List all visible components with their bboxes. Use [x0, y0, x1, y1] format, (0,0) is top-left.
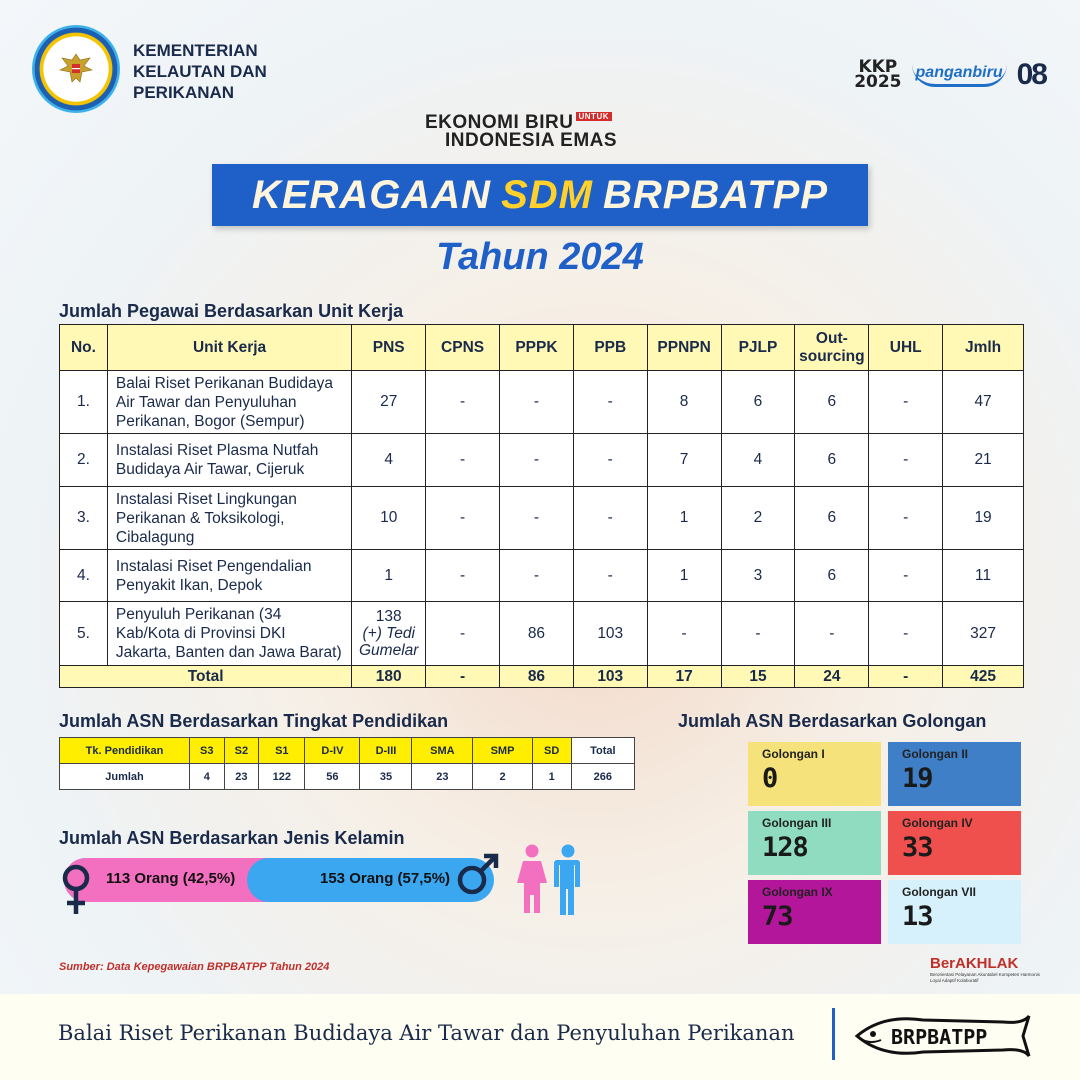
- col-header: Out-sourcing: [795, 325, 869, 371]
- cell-no: 5.: [60, 602, 108, 666]
- cell-jmlh: 327: [943, 602, 1024, 666]
- total-pppk: 86: [500, 666, 574, 688]
- cell-pjlp: 4: [721, 434, 795, 487]
- golongan-card: [888, 811, 1021, 875]
- unit-table: [59, 324, 1024, 688]
- cell-ppnpn: 1: [647, 550, 721, 602]
- total-label: Total: [60, 666, 352, 688]
- golongan-label: Golongan IV: [902, 816, 973, 830]
- edu-header: S3: [190, 738, 225, 764]
- total-ppb: 103: [573, 666, 647, 688]
- male-count: 153 Orang (57,5%): [320, 870, 451, 887]
- edu-cell: 2: [473, 764, 532, 790]
- ministry-line: KELAUTAN DAN: [133, 62, 267, 81]
- male-icon: [452, 850, 502, 900]
- cell-ppnpn: 8: [647, 371, 721, 434]
- golongan-card: [748, 742, 881, 806]
- cell-outsourcing: 6: [795, 371, 869, 434]
- cell-uhl: -: [869, 434, 943, 487]
- cell-unit: Instalasi Riset Plasma Nutfah Budidaya Air Tawar, Cijeruk: [107, 434, 351, 487]
- footer-text: Balai Riset Perikanan Budidaya Air Tawar dan Penyuluhan Perikanan: [58, 1021, 795, 1045]
- total-jmlh: 425: [943, 666, 1024, 688]
- banner-post: BRPBATPP: [602, 172, 829, 217]
- cell-ppb: -: [573, 550, 647, 602]
- cell-pppk: -: [500, 550, 574, 602]
- col-header: PPPK: [500, 325, 574, 371]
- col-header: Jmlh: [943, 325, 1024, 371]
- cell-uhl: -: [869, 550, 943, 602]
- col-header: UHL: [869, 325, 943, 371]
- page-year: Tahun 2024: [436, 236, 644, 278]
- edu-cell: 1: [532, 764, 571, 790]
- cell-pppk: -: [500, 487, 574, 550]
- female-icon: [58, 862, 94, 918]
- edu-cell: 4: [190, 764, 225, 790]
- banner-pre: KERAGAAN: [251, 172, 492, 217]
- cell-outsourcing: 6: [795, 487, 869, 550]
- col-header: CPNS: [426, 325, 500, 371]
- cell-cpns: -: [426, 371, 500, 434]
- col-header: PPNPN: [647, 325, 721, 371]
- table-row: [60, 550, 1024, 602]
- pns-note: (+) Tedi Gumelar: [358, 625, 419, 659]
- male-segment: [247, 858, 307, 902]
- people-icon: [515, 843, 585, 915]
- kkp-logo-line: 2025: [854, 72, 902, 92]
- total-pns: 180: [352, 666, 426, 688]
- pns-value: 138: [375, 608, 402, 625]
- cell-cpns: -: [426, 550, 500, 602]
- cell-pns: 10: [352, 487, 426, 550]
- golongan-value: 128: [762, 832, 808, 863]
- cell-no: 3.: [60, 487, 108, 550]
- total-ppnpn: 17: [647, 666, 721, 688]
- golongan-title: Jumlah ASN Berdasarkan Golongan: [678, 711, 987, 731]
- panganbiru-logo: panganbiru: [912, 64, 1007, 87]
- edu-cell: 122: [259, 764, 305, 790]
- education-row: [60, 764, 635, 790]
- unit-table-title: Jumlah Pegawai Berdasarkan Unit Kerja: [59, 301, 404, 321]
- cell-pppk: 86: [500, 602, 574, 666]
- cell-no: 2.: [60, 434, 108, 487]
- edu-cell: 23: [412, 764, 473, 790]
- cell-unit: Instalasi Riset Lingkungan Perikanan & Toksikologi, Cibalagung: [107, 487, 351, 550]
- cell-unit: Instalasi Riset Pengendalian Penyakit Ikan, Depok: [107, 550, 351, 602]
- cell-pjlp: 2: [721, 487, 795, 550]
- edu-header: Total: [571, 738, 634, 764]
- ministry-line: KEMENTERIAN: [133, 41, 258, 60]
- education-table: [59, 737, 635, 790]
- table-row: [60, 371, 1024, 434]
- col-header: PNS: [352, 325, 426, 371]
- education-header: [60, 738, 635, 764]
- cell-unit: Penyuluh Perikanan (34 Kab/Kota di Provinsi DKI Jakarta, Banten dan Jawa Barat): [107, 602, 351, 666]
- golongan-label: Golongan II: [902, 747, 968, 761]
- cell-ppb: -: [573, 371, 647, 434]
- unit-table-header: [60, 325, 1024, 371]
- cell-ppnpn: 1: [647, 487, 721, 550]
- kkp-logo-line: KKP: [858, 57, 898, 77]
- cell-pjlp: 6: [721, 371, 795, 434]
- cell-pns: [352, 602, 426, 666]
- kkp-2025-logo: [854, 57, 902, 92]
- cell-no: 4.: [60, 550, 108, 602]
- female-count: 113 Orang (42,5%): [106, 870, 236, 887]
- ministry-line: PERIKANAN: [133, 83, 235, 102]
- eko-line2: INDONESIA EMAS: [445, 130, 618, 151]
- table-row: [60, 434, 1024, 487]
- golongan-value: 73: [762, 901, 793, 932]
- col-header: PPB: [573, 325, 647, 371]
- col-header: No.: [60, 325, 108, 371]
- total-uhl: -: [869, 666, 943, 688]
- education-title: Jumlah ASN Berdasarkan Tingkat Pendidikan: [59, 711, 449, 731]
- total-cpns: -: [426, 666, 500, 688]
- cell-ppnpn: -: [647, 602, 721, 666]
- edu-header: D-III: [360, 738, 412, 764]
- cell-uhl: -: [869, 371, 943, 434]
- golongan-value: 0: [762, 763, 778, 794]
- gender-bar: [64, 858, 494, 902]
- cell-ppnpn: 7: [647, 434, 721, 487]
- cell-jmlh: 11: [943, 550, 1024, 602]
- golongan-value: 13: [902, 901, 933, 932]
- cell-jmlh: 47: [943, 371, 1024, 434]
- edu-header: SD: [532, 738, 571, 764]
- total-row: [60, 666, 1024, 688]
- cell-pjlp: -: [721, 602, 795, 666]
- cell-pjlp: 3: [721, 550, 795, 602]
- cell-ppb: 103: [573, 602, 647, 666]
- banner-highlight: SDM: [501, 172, 593, 217]
- edu-header: D-IV: [305, 738, 360, 764]
- gender-title: Jumlah ASN Berdasarkan Jenis Kelamin: [59, 828, 405, 848]
- edu-header: Tk. Pendidikan: [60, 738, 190, 764]
- brpbatpp-logo-text: BRPBATPP: [891, 1025, 988, 1049]
- total-pjlp: 15: [721, 666, 795, 688]
- edu-header: S2: [224, 738, 259, 764]
- golongan-value: 19: [902, 763, 933, 794]
- golongan-label: Golongan III: [762, 816, 832, 830]
- eko-line1: EKONOMI BIRU: [425, 112, 574, 133]
- cell-ppb: -: [573, 487, 647, 550]
- edu-cell: 35: [360, 764, 412, 790]
- title-banner: [212, 164, 868, 226]
- golongan-label: Golongan IX: [762, 885, 833, 899]
- edu-cell: 23: [224, 764, 259, 790]
- cell-pns: 4: [352, 434, 426, 487]
- edu-cell: 56: [305, 764, 360, 790]
- ministry-name: [133, 40, 267, 103]
- edu-header: SMP: [473, 738, 532, 764]
- golongan-card: [748, 811, 881, 875]
- total-outsourcing: 24: [795, 666, 869, 688]
- cell-outsourcing: 6: [795, 550, 869, 602]
- golongan-label: Golongan VII: [902, 885, 976, 899]
- golongan-label: Golongan I: [762, 747, 825, 761]
- cell-unit: Balai Riset Perikanan Budidaya Air Tawar dan Penyuluhan Perikanan, Bogor (Sempur): [107, 371, 351, 434]
- cell-jmlh: 21: [943, 434, 1024, 487]
- footer-divider: [832, 1008, 835, 1060]
- cell-pppk: -: [500, 434, 574, 487]
- cell-pns: 27: [352, 371, 426, 434]
- o8-logo: 08: [1016, 58, 1046, 91]
- cell-no: 1.: [60, 371, 108, 434]
- berakhlak-sub: Berorientasi Pelayanan Akuntabel Kompeten Harmonis Loyal Adaptif Kolaboratif: [930, 972, 1040, 983]
- golongan-card: [748, 880, 881, 944]
- cell-outsourcing: 6: [795, 434, 869, 487]
- edu-cell: Jumlah: [60, 764, 190, 790]
- golongan-card: [888, 880, 1021, 944]
- eko-untuk: UNTUK: [576, 112, 613, 121]
- edu-header: SMA: [412, 738, 473, 764]
- cell-pppk: -: [500, 371, 574, 434]
- garuda-emblem-icon: [56, 50, 96, 88]
- edu-cell: 266: [571, 764, 634, 790]
- brpbatpp-fish-logo: [853, 1012, 1038, 1060]
- source-note: Sumber: Data Kepegawaian BRPBATPP Tahun 2024: [59, 961, 330, 973]
- ekonomi-biru-logo: [425, 112, 655, 152]
- edu-header: S1: [259, 738, 305, 764]
- table-row: [60, 602, 1024, 666]
- cell-pns: 1: [352, 550, 426, 602]
- col-header: PJLP: [721, 325, 795, 371]
- berakhlak-title: BerAKHLAK: [930, 955, 1019, 972]
- partner-logos: [854, 58, 1046, 92]
- table-row: [60, 487, 1024, 550]
- cell-ppb: -: [573, 434, 647, 487]
- col-header: Unit Kerja: [107, 325, 351, 371]
- cell-uhl: -: [869, 602, 943, 666]
- cell-cpns: -: [426, 434, 500, 487]
- cell-outsourcing: -: [795, 602, 869, 666]
- cell-uhl: -: [869, 487, 943, 550]
- cell-cpns: -: [426, 602, 500, 666]
- golongan-card: [888, 742, 1021, 806]
- cell-cpns: -: [426, 487, 500, 550]
- golongan-value: 33: [902, 832, 933, 863]
- berakhlak-logo: [930, 955, 1045, 984]
- cell-jmlh: 19: [943, 487, 1024, 550]
